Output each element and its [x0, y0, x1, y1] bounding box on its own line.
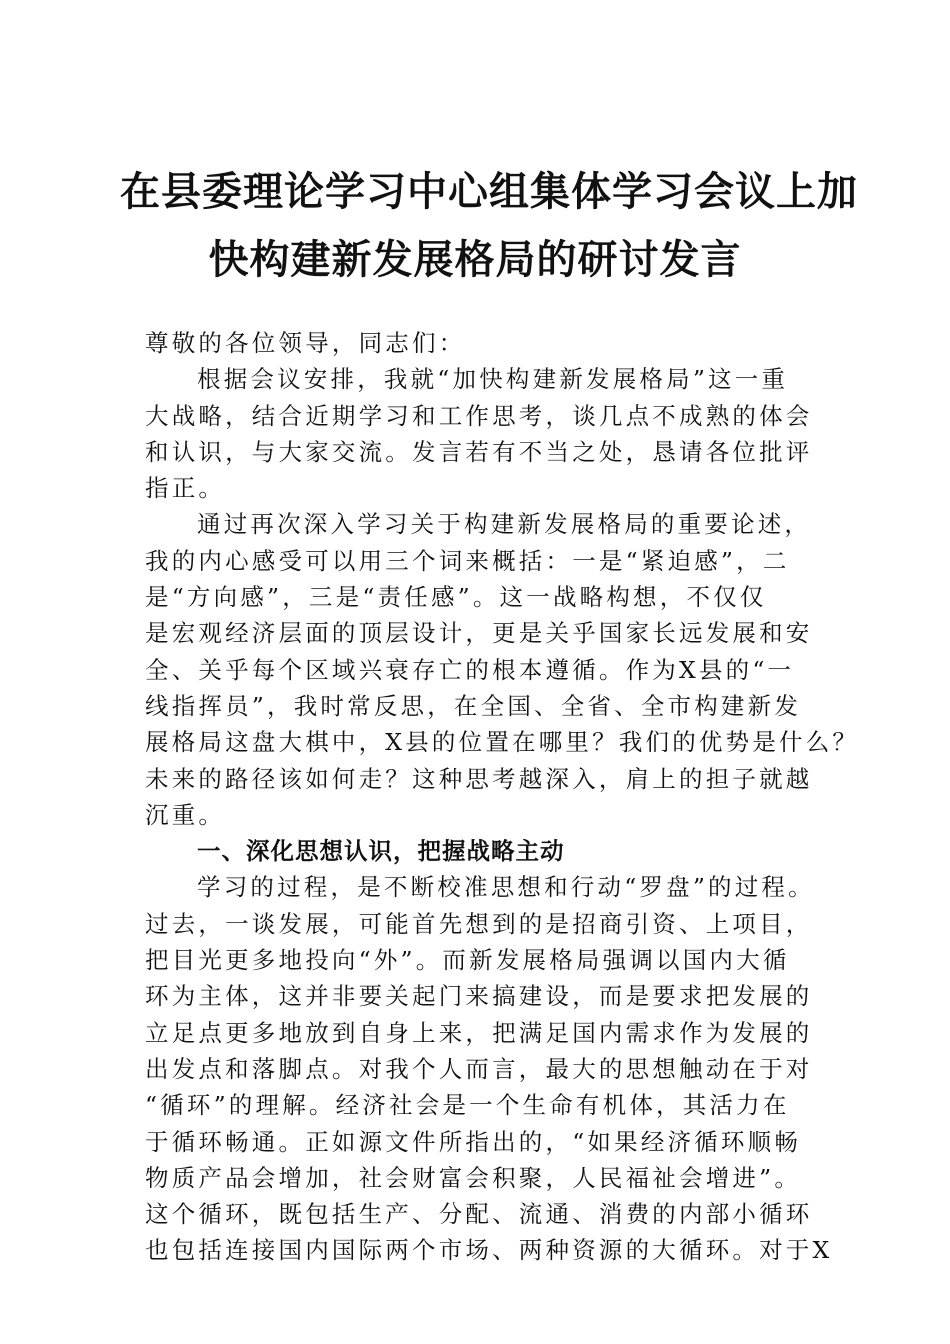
paragraph-line: 把目光更多地投向“外”。而新发展格局强调以国内大循 [145, 946, 790, 975]
paragraph-line: 大战略，结合近期学习和工作思考，谈几点不成熟的体会 [145, 401, 813, 430]
paragraph-line: 这个循环，既包括生产、分配、流通、消费的内部小循环 [145, 1200, 813, 1229]
paragraph-line: 是宏观经济层面的顶层设计，更是关乎国家长远发展和安 [145, 619, 813, 648]
document-body [145, 325, 860, 1269]
paragraph-line: 根据会议安排，我就“加快构建新发展格局”这一重 [197, 365, 789, 394]
paragraph-line: 学习的过程，是不断校准思想和行动“罗盘”的过程。 [197, 873, 815, 902]
paragraph-line: 未来的路径该如何走？这种思考越深入，肩上的担子就越 [145, 764, 813, 793]
paragraph-line: 通过再次深入学习关于构建新发展格局的重要论述， [197, 510, 812, 539]
paragraph-line: 是“方向感”，三是“责任感”。这一战略构想，不仅仅 [145, 583, 767, 612]
paragraph-line: 出发点和落脚点。对我个人而言，最大的思想触动在于对 [145, 1054, 813, 1083]
paragraph-line: 指正。 [145, 474, 226, 503]
paragraph-line: 于循环畅通。正如源文件所指出的，“如果经济循环顺畅 [145, 1127, 802, 1156]
section-heading: 一、深化思想认识，把握战略主动 [197, 837, 565, 866]
paragraph-line: 沉重。 [145, 800, 226, 829]
paragraph-line: 线指挥员”，我时常反思，在全国、全省、全市构建新发 [145, 691, 802, 720]
paragraph-line: 过去，一谈发展，可能首先想到的是招商引资、上项目， [145, 909, 813, 938]
paragraph-line: 和认识，与大家交流。发言若有不当之处，恳请各位批评 [145, 437, 813, 466]
paragraph-line: 物质产品会增加，社会财富会积聚，人民福祉会增进”。 [145, 1163, 802, 1192]
paragraph-line: “循环”的理解。经济社会是一个生命有机体，其活力在 [145, 1091, 790, 1120]
paragraph-line: 全、关乎每个区域兴衰存亡的根本遵循。作为X县的“一 [145, 655, 795, 684]
document-title-line-1: 在县委理论学习中心组集体学习会议上加 [120, 169, 858, 215]
paragraph-line: 展格局这盘大棋中，X县的位置在哪里？我们的优势是什么？ [145, 728, 860, 757]
document-title-line-2: 快构建新发展格局的研讨发言 [208, 237, 742, 283]
salutation: 尊敬的各位领导，同志们： [145, 329, 466, 357]
paragraph-line: 我的内心感受可以用三个词来概括：一是“紧迫感”，二 [145, 546, 790, 575]
paragraph-line: 立足点更多地放到自身上来，把满足国内需求作为发展的 [145, 1018, 813, 1047]
paragraph-line: 也包括连接国内国际两个市场、两种资源的大循环。对于X [145, 1236, 833, 1265]
paragraph-line: 环为主体，这并非要关起门来搞建设，而是要求把发展的 [145, 982, 813, 1011]
